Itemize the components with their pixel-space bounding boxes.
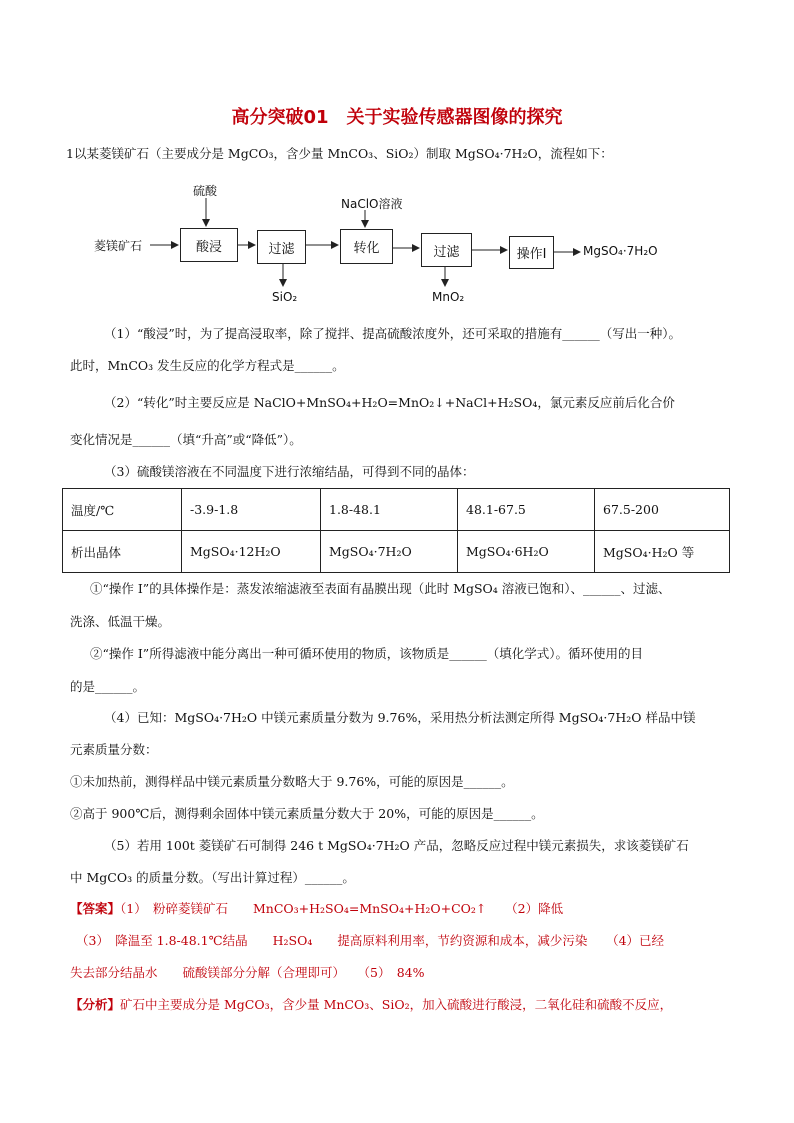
answer-bracket: 【答案】 [70, 901, 121, 916]
table-cell: MgSO₄·H₂O 等 [595, 531, 730, 573]
part2-line-2: 变化情况是______（填“升高”或“降低”）。 [70, 432, 302, 447]
table-row [63, 531, 730, 573]
flow-step-convert: 转化 [340, 229, 393, 264]
part3-item-2-line-1: ②“操作 I”所得滤液中能分离出一种可循环使用的物质，该物质是______（填化学式）。循环使用的目 [90, 646, 643, 661]
flow-byproduct-mno2: MnO₂ [432, 290, 465, 304]
part3-intro: （3）硫酸镁溶液在不同温度下进行浓缩结晶，可得到不同的晶体： [104, 464, 475, 479]
flow-step-filter-2: 过滤 [421, 233, 472, 267]
table-cell: -3.9-1.8 [182, 489, 321, 531]
table-row [63, 489, 730, 531]
page-title: 高分突破01 关于实验传感器图像的探究 [231, 107, 563, 128]
analysis-bracket: 【分析】 [70, 997, 121, 1012]
table-cell: 67.5-200 [595, 489, 730, 531]
part3-item-2-line-2: 的是______。 [70, 679, 146, 694]
flow-start-label: 菱镁矿石 [94, 239, 143, 253]
flow-reagent-acid: 硫酸 [193, 184, 218, 198]
answer-line-3: 失去部分结晶水 硫酸镁部分分解（合理即可） （5） 84% [70, 965, 425, 980]
analysis-text: 矿石中主要成分是 MgCO₃，含少量 MnCO₃、SiO₂，加入硫酸进行酸浸，二氧化硅和硫酸不反应， [120, 997, 673, 1012]
question-intro: 1以某菱镁矿石（主要成分是 MgCO₃，含少量 MnCO₃、SiO₂）制取 MgSO₄·7H₂O，流程如下： [66, 146, 613, 161]
part3-item-1-line-1: ①“操作 I”的具体操作是：蒸发浓缩滤液至表面有晶膜出现（此时 MgSO₄ 溶液已饱和）、______、过滤、 [90, 581, 671, 596]
part1-line-2: 此时，MnCO₃ 发生反应的化学方程式是______。 [70, 358, 345, 373]
answer-line-1 [70, 900, 563, 918]
answer-line-2: （3） 降温至 1.8-48.1℃结晶 H₂SO₄ 提高原料利用率，节约资源和成本，减少污染 （4）已经 [76, 933, 665, 948]
analysis-line-1 [70, 996, 672, 1014]
flow-reagent-naclo: NaClO溶液 [341, 197, 403, 211]
part5-line-1: （5）若用 100t 菱镁矿石可制得 246 t MgSO₄·7H₂O 产品，忽略反应过程中镁元素损失，求该菱镁矿石 [104, 838, 689, 853]
part1-line-1: （1）“酸浸”时，为了提高浸取率，除了搅拌、提高硫酸浓度外，还可采取的措施有______（写出一种）。 [104, 326, 681, 341]
table-cell: MgSO₄·6H₂O [458, 531, 595, 573]
part4-line-1: （4）已知：MgSO₄·7H₂O 中镁元素质量分数为 9.76%，采用热分析法测定所得 MgSO₄·7H₂O 样品中镁 [104, 710, 696, 725]
table-cell: 温度/℃ [63, 489, 182, 531]
part4-line-2: 元素质量分数： [70, 742, 158, 757]
crystal-table [62, 488, 730, 573]
part2-line-1: （2）“转化”时主要反应是 NaClO+MnSO₄+H₂O=MnO₂↓+NaCl+H₂SO₄，氯元素反应前后化合价 [104, 395, 675, 410]
part5-line-2: 中 MgCO₃ 的质量分数。（写出计算过程）______。 [70, 870, 355, 885]
flow-step-filter-1: 过滤 [257, 230, 306, 264]
flow-step-leach: 酸浸 [180, 228, 238, 262]
flow-product: MgSO₄·7H₂O [583, 244, 658, 258]
answer-text: （1） 粉碎菱镁矿石 MnCO₃+H₂SO₄=MnSO₄+H₂O+CO₂↑ （2）降低 [120, 901, 564, 916]
flowchart-arrows [0, 0, 794, 320]
part3-item-1-line-2: 洗涤、低温干燥。 [70, 614, 171, 629]
table-cell: MgSO₄·7H₂O [321, 531, 458, 573]
table-cell: 48.1-67.5 [458, 489, 595, 531]
part4-line-4: ②高于 900℃后，测得剩余固体中镁元素质量分数大于 20%，可能的原因是______。 [70, 806, 544, 821]
table-cell: 1.8-48.1 [321, 489, 458, 531]
table-cell: MgSO₄·12H₂O [182, 531, 321, 573]
table-cell: 析出晶体 [63, 531, 182, 573]
part4-line-3: ①未加热前，测得样品中镁元素质量分数略大于 9.76%，可能的原因是______。 [70, 774, 514, 789]
flow-byproduct-sio2: SiO₂ [272, 290, 298, 304]
flow-step-operation-1: 操作I [509, 236, 554, 269]
